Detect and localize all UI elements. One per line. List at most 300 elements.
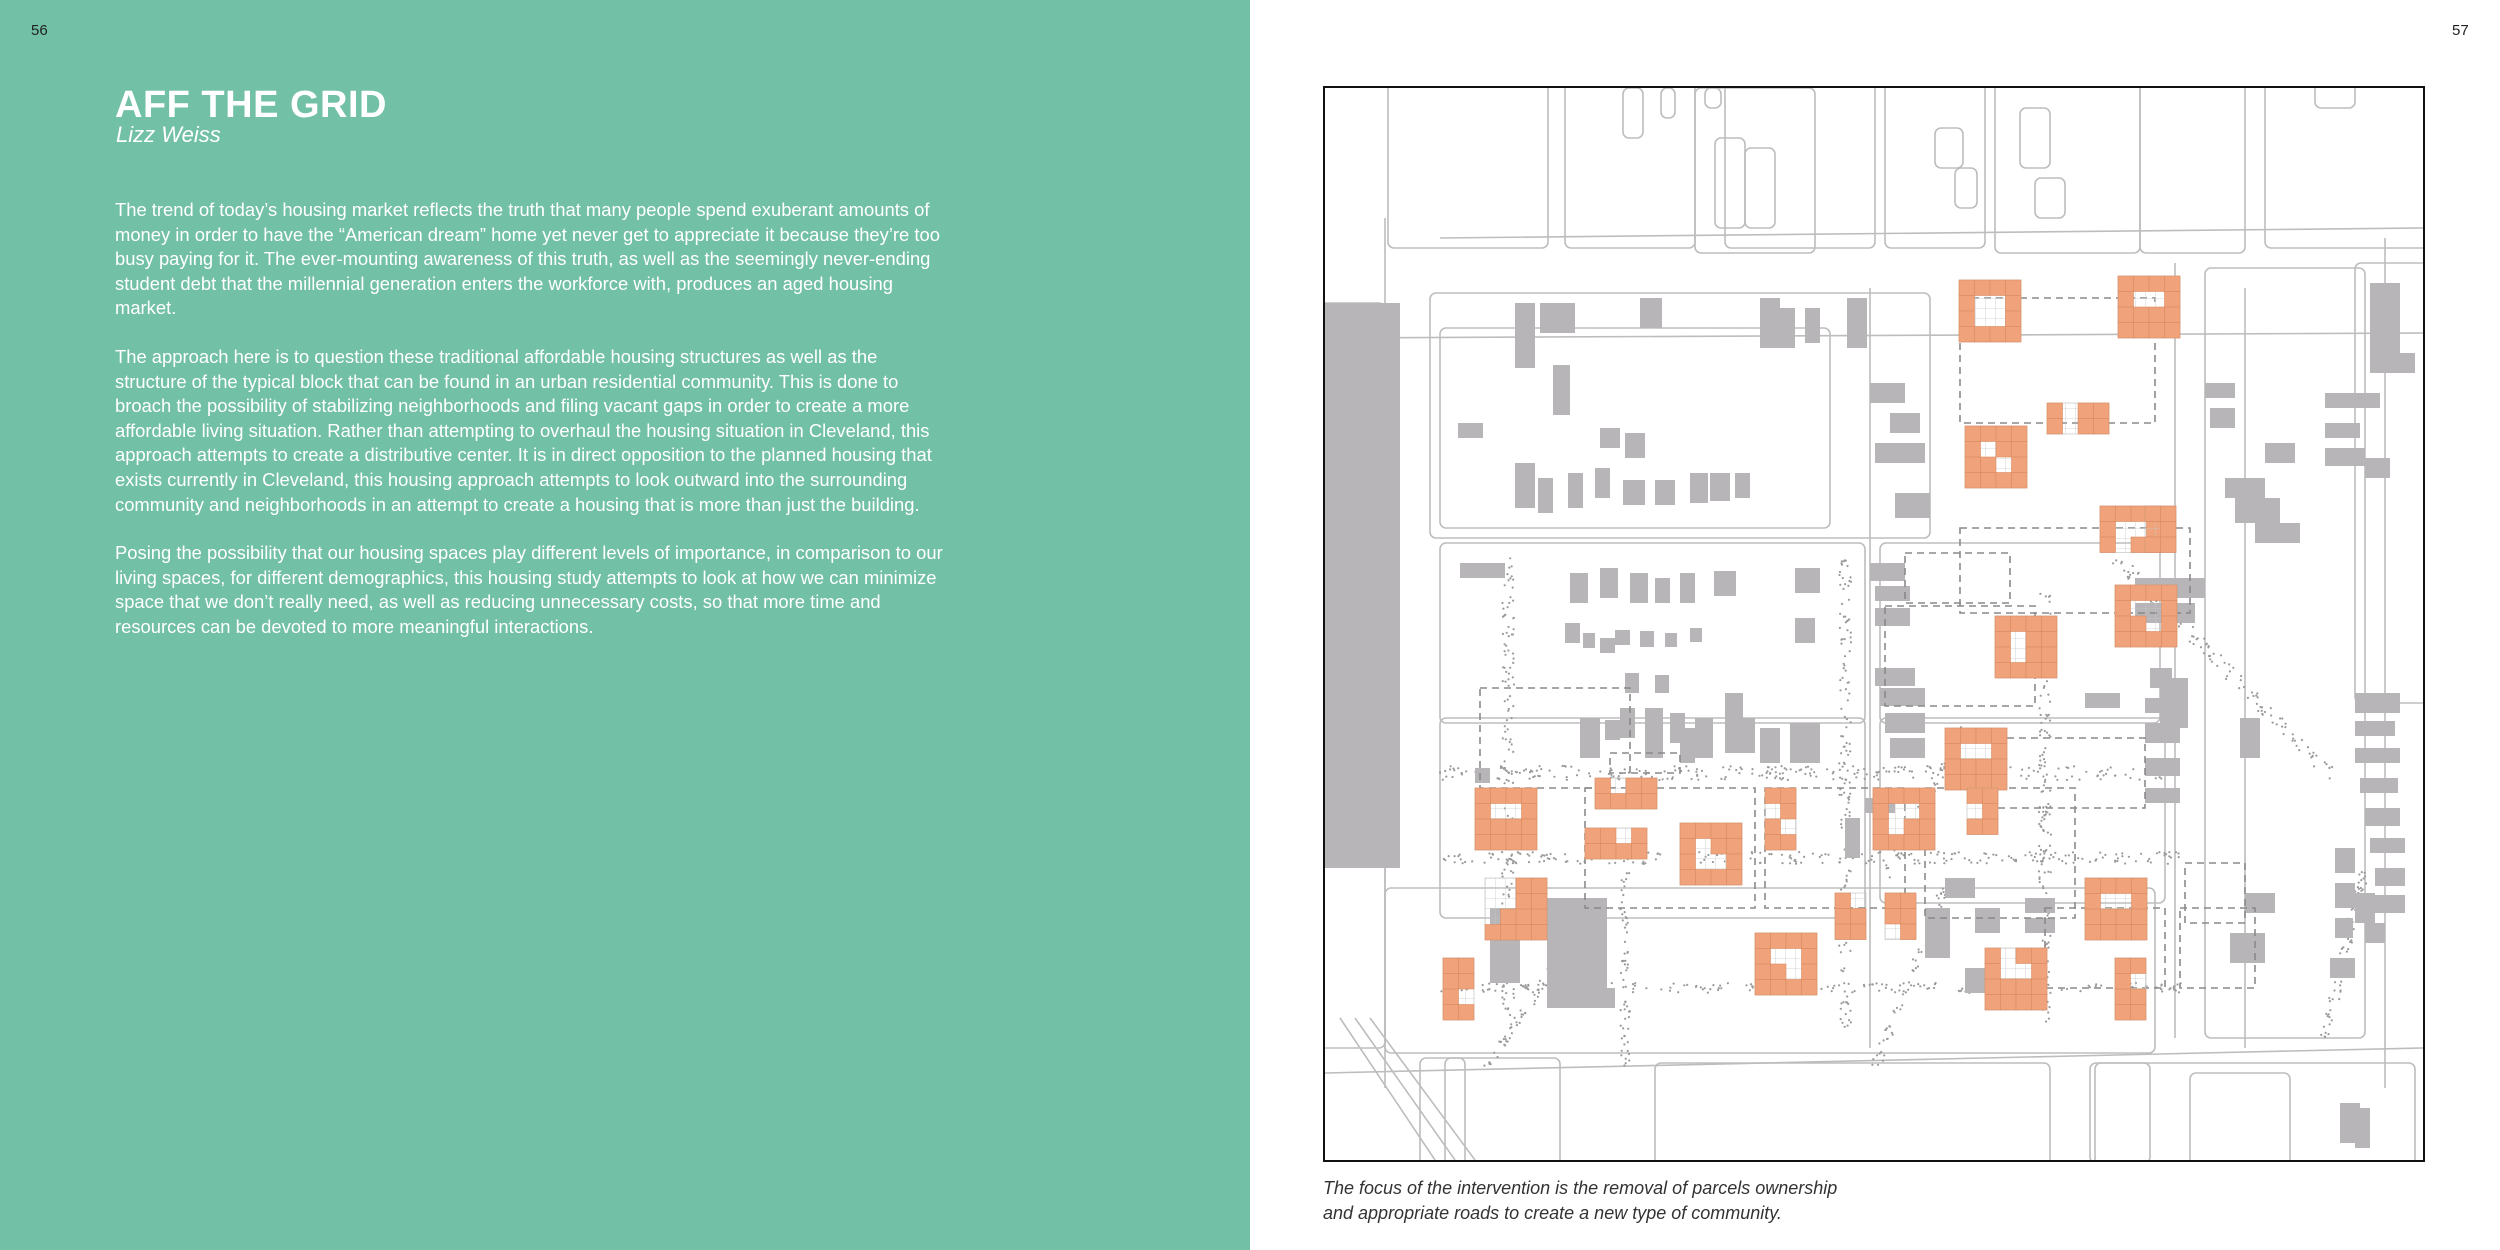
path-speckle — [2257, 710, 2259, 712]
path-speckle — [1976, 862, 1978, 864]
housing-unit — [2118, 292, 2134, 308]
path-speckle — [2099, 852, 2101, 854]
path-speckle — [1849, 576, 1851, 578]
housing-unit — [2006, 280, 2022, 296]
path-speckle — [1624, 1018, 1626, 1020]
path-speckle — [1507, 699, 1509, 701]
housing-unit — [2149, 276, 2165, 292]
path-speckle — [2071, 775, 2073, 777]
path-speckle — [1838, 574, 1840, 576]
housing-unit — [2042, 663, 2058, 679]
path-speckle — [2041, 754, 2043, 756]
path-speckle — [1844, 638, 1846, 640]
housing-unit — [2012, 442, 2028, 458]
path-speckle — [2046, 914, 2048, 916]
housing-unit — [1983, 788, 1999, 804]
path-speckle — [2193, 643, 2195, 645]
path-speckle — [2177, 852, 2179, 854]
housing-unit — [1959, 311, 1975, 327]
dashed-parcel-boundary — [1905, 553, 2010, 603]
path-speckle — [1942, 888, 1944, 890]
path-speckle — [1525, 984, 1527, 986]
path-speckle — [1953, 852, 1955, 854]
parcel-outline — [2035, 178, 2065, 218]
path-speckle — [1840, 708, 1842, 710]
path-speckle — [1843, 944, 1845, 946]
path-speckle — [1883, 859, 1885, 861]
housing-unit — [1443, 974, 1459, 990]
path-speckle — [1471, 860, 1473, 862]
path-speckle — [2028, 767, 2030, 769]
path-speckle — [1845, 879, 1847, 881]
path-speckle — [1868, 860, 1870, 862]
path-speckle — [2079, 990, 2081, 992]
path-speckle — [1850, 636, 1852, 638]
page-number-left: 56 — [31, 22, 48, 39]
path-speckle — [1488, 983, 1490, 985]
path-speckle — [1845, 688, 1847, 690]
path-speckle — [2257, 696, 2259, 698]
path-speckle — [1878, 852, 1880, 854]
path-speckle — [1543, 860, 1545, 862]
path-speckle — [1846, 808, 1848, 810]
path-speckle — [2170, 856, 2172, 858]
existing-building — [2150, 668, 2172, 688]
existing-building — [1695, 718, 1713, 758]
path-speckle — [1821, 862, 1823, 864]
path-speckle — [2115, 559, 2117, 561]
path-speckle — [1845, 621, 1847, 623]
path-speckle — [1908, 981, 1910, 983]
path-speckle — [2121, 852, 2123, 854]
proposed-housing-cluster — [1680, 823, 1742, 885]
path-speckle — [1512, 872, 1514, 874]
path-speckle — [1701, 770, 1703, 772]
path-speckle — [2104, 854, 2106, 856]
path-speckle — [1504, 584, 1506, 586]
path-speckle — [1901, 1004, 1903, 1006]
path-speckle — [2340, 981, 2342, 983]
path-speckle — [1919, 985, 1921, 987]
path-speckle — [2259, 706, 2261, 708]
path-speckle — [1841, 778, 1843, 780]
path-speckle — [1847, 797, 1849, 799]
housing-unit — [2162, 601, 2178, 617]
path-speckle — [1564, 853, 1566, 855]
housing-unit — [2016, 948, 2032, 964]
path-speckle — [1503, 869, 1505, 871]
housing-unit — [1835, 924, 1851, 940]
housing-unit — [1595, 778, 1611, 794]
path-speckle — [1804, 773, 1806, 775]
path-speckle — [1912, 777, 1914, 779]
path-speckle — [2224, 662, 2226, 664]
path-speckle — [2045, 811, 2047, 813]
path-speckle — [1897, 852, 1899, 854]
housing-unit — [1501, 909, 1517, 925]
path-speckle — [1790, 857, 1792, 859]
path-speckle — [1751, 768, 1753, 770]
proposed-housing-cluster — [1485, 878, 1547, 940]
path-speckle — [1799, 769, 1801, 771]
path-speckle — [1850, 1021, 1852, 1023]
path-speckle — [1502, 1003, 1504, 1005]
path-speckle — [1504, 725, 1506, 727]
proposed-housing-cluster — [2047, 403, 2109, 434]
path-speckle — [1781, 854, 1783, 856]
site-plan-drawing — [1325, 88, 2423, 1160]
housing-unit — [2011, 616, 2027, 632]
path-speckle — [1869, 984, 1871, 986]
path-speckle — [1512, 993, 1514, 995]
path-speckle — [1628, 872, 1630, 874]
path-speckle — [1512, 587, 1514, 589]
path-speckle — [1853, 773, 1855, 775]
path-speckle — [1493, 1052, 1495, 1054]
existing-building — [1690, 628, 1702, 642]
path-speckle — [1501, 996, 1503, 998]
path-speckle — [1484, 862, 1486, 864]
path-speckle — [2039, 734, 2041, 736]
housing-unit — [1901, 924, 1917, 940]
housing-unit — [1532, 909, 1548, 925]
path-speckle — [2010, 857, 2012, 859]
path-speckle — [2211, 661, 2213, 663]
path-speckle — [1508, 780, 1510, 782]
path-speckle — [1805, 766, 1807, 768]
path-speckle — [1800, 862, 1802, 864]
housing-unit — [1459, 1005, 1475, 1021]
path-speckle — [1844, 782, 1846, 784]
path-speckle — [2313, 765, 2315, 767]
path-speckle — [1876, 774, 1878, 776]
path-speckle — [1532, 991, 1534, 993]
path-speckle — [1671, 778, 1673, 780]
existing-building — [1645, 708, 1663, 758]
path-speckle — [1506, 779, 1508, 781]
path-speckle — [1449, 768, 1451, 770]
path-speckle — [1876, 1054, 1878, 1056]
existing-building — [1553, 365, 1570, 415]
path-speckle — [1674, 765, 1676, 767]
path-speckle — [2114, 861, 2116, 863]
path-speckle — [2360, 879, 2362, 881]
path-speckle — [1838, 861, 1840, 863]
path-speckle — [2358, 882, 2360, 884]
path-speckle — [1751, 851, 1753, 853]
path-speckle — [2281, 726, 2283, 728]
proposed-housing-cluster — [1835, 893, 1866, 940]
path-speckle — [1887, 1038, 1889, 1040]
path-speckle — [1519, 1022, 1521, 1024]
housing-unit — [1680, 870, 1696, 886]
path-speckle — [1512, 676, 1514, 678]
path-speckle — [2040, 695, 2042, 697]
path-speckle — [2203, 638, 2205, 640]
path-speckle — [2046, 732, 2048, 734]
path-speckle — [1845, 942, 1847, 944]
path-speckle — [1622, 1027, 1624, 1029]
path-speckle — [1509, 1027, 1511, 1029]
path-speckle — [1979, 859, 1981, 861]
dashed-parcel-boundary — [1995, 738, 2145, 808]
path-speckle — [2329, 777, 2331, 779]
path-speckle — [1961, 988, 1963, 990]
path-speckle — [1840, 823, 1842, 825]
path-speckle — [1941, 769, 1943, 771]
path-speckle — [2039, 731, 2041, 733]
housing-unit — [1522, 819, 1538, 835]
path-speckle — [1846, 995, 1848, 997]
path-speckle — [1843, 664, 1845, 666]
path-speckle — [1896, 1007, 1898, 1009]
housing-unit — [1781, 804, 1797, 820]
path-speckle — [1659, 853, 1661, 855]
path-speckle — [2272, 722, 2274, 724]
path-speckle — [1669, 987, 1671, 989]
housing-unit — [2115, 632, 2131, 648]
path-speckle — [1509, 577, 1511, 579]
path-speckle — [1738, 772, 1740, 774]
path-speckle — [1608, 862, 1610, 864]
housing-unit — [2012, 457, 2028, 473]
path-speckle — [1848, 599, 1850, 601]
path-speckle — [1872, 1058, 1874, 1060]
path-speckle — [1510, 738, 1512, 740]
path-speckle — [1850, 632, 1852, 634]
housing-unit — [1996, 473, 2012, 489]
existing-building — [2375, 868, 2405, 886]
path-speckle — [1627, 1050, 1629, 1052]
path-speckle — [1813, 771, 1815, 773]
path-speckle — [1885, 987, 1887, 989]
housing-unit — [1992, 759, 2008, 775]
path-speckle — [1563, 765, 1565, 767]
path-speckle — [1712, 984, 1714, 986]
path-speckle — [1530, 770, 1532, 772]
path-speckle — [2121, 855, 2123, 857]
path-speckle — [1847, 754, 1849, 756]
path-speckle — [1566, 776, 1568, 778]
proposed-housing-cluster — [2145, 506, 2176, 553]
housing-unit — [2132, 925, 2148, 941]
path-speckle — [2225, 678, 2227, 680]
path-speckle — [1735, 769, 1737, 771]
housing-unit — [2134, 307, 2150, 323]
existing-building — [1875, 443, 1925, 463]
path-speckle — [1781, 862, 1783, 864]
proposed-housing-cluster — [2085, 878, 2147, 940]
path-speckle — [2339, 991, 2341, 993]
path-speckle — [1504, 731, 1506, 733]
path-speckle — [1918, 862, 1920, 864]
path-speckle — [1842, 577, 1844, 579]
path-speckle — [2040, 714, 2042, 716]
path-speckle — [2077, 857, 2079, 859]
path-speckle — [2294, 740, 2296, 742]
path-speckle — [2038, 811, 2040, 813]
path-speckle — [2200, 646, 2202, 648]
path-speckle — [1454, 861, 1456, 863]
path-speckle — [2100, 778, 2102, 780]
path-speckle — [1621, 889, 1623, 891]
existing-building — [2365, 923, 2385, 943]
housing-unit — [2101, 925, 2117, 941]
path-speckle — [1626, 967, 1628, 969]
existing-building — [1640, 298, 1662, 328]
path-speckle — [1882, 1060, 1884, 1062]
path-speckle — [1856, 772, 1858, 774]
path-speckle — [2307, 746, 2309, 748]
path-speckle — [2208, 645, 2210, 647]
existing-building — [1623, 480, 1645, 505]
path-speckle — [1660, 988, 1662, 990]
path-speckle — [1885, 864, 1887, 866]
path-speckle — [1504, 1036, 1506, 1038]
path-speckle — [1798, 851, 1800, 853]
housing-unit — [1491, 819, 1507, 835]
path-speckle — [1941, 763, 1943, 765]
path-speckle — [1540, 856, 1542, 858]
existing-building — [1925, 908, 1950, 958]
path-speckle — [1505, 671, 1507, 673]
housing-unit — [2101, 909, 2117, 925]
path-speckle — [1878, 1042, 1880, 1044]
path-speckle — [1504, 1044, 1506, 1046]
path-speckle — [1542, 982, 1544, 984]
existing-building — [1885, 713, 1925, 733]
path-speckle — [2045, 1020, 2047, 1022]
street-line — [1440, 228, 2423, 238]
path-speckle — [1669, 990, 1671, 992]
path-speckle — [2048, 734, 2050, 736]
path-speckle — [2043, 857, 2045, 859]
path-speckle — [1925, 770, 1927, 772]
path-speckle — [1841, 827, 1843, 829]
path-speckle — [1465, 770, 1467, 772]
housing-unit — [1992, 744, 2008, 760]
path-speckle — [2284, 726, 2286, 728]
path-speckle — [2044, 761, 2046, 763]
housing-unit — [1516, 925, 1532, 941]
path-speckle — [1873, 861, 1875, 863]
path-speckle — [1884, 1029, 1886, 1031]
path-speckle — [1496, 983, 1498, 985]
existing-building — [1595, 468, 1610, 498]
path-speckle — [1917, 965, 1919, 967]
housing-unit — [2131, 958, 2147, 974]
path-speckle — [2213, 653, 2215, 655]
path-speckle — [1879, 1053, 1881, 1055]
housing-unit — [2162, 632, 2178, 648]
path-speckle — [1695, 986, 1697, 988]
path-speckle — [1932, 772, 1934, 774]
path-speckle — [1525, 768, 1527, 770]
path-speckle — [2042, 885, 2044, 887]
path-speckle — [1812, 853, 1814, 855]
path-speckle — [2329, 1009, 2331, 1011]
path-speckle — [2178, 991, 2180, 993]
existing-building — [2355, 693, 2400, 713]
existing-building — [2380, 353, 2415, 373]
path-speckle — [2252, 695, 2254, 697]
existing-building — [1845, 818, 1860, 858]
existing-building — [2085, 693, 2120, 708]
path-speckle — [1519, 772, 1521, 774]
path-speckle — [1482, 984, 1484, 986]
path-speckle — [2203, 652, 2205, 654]
path-speckle — [1442, 779, 1444, 781]
housing-unit — [1995, 647, 2011, 663]
path-speckle — [1509, 596, 1511, 598]
path-speckle — [1501, 872, 1503, 874]
path-speckle — [1846, 742, 1848, 744]
path-speckle — [1789, 862, 1791, 864]
housing-unit — [1771, 933, 1787, 949]
path-speckle — [2156, 852, 2158, 854]
housing-unit — [1985, 948, 2001, 964]
path-speckle — [1870, 859, 1872, 861]
path-speckle — [2041, 791, 2043, 793]
path-speckle — [1846, 629, 1848, 631]
path-speckle — [1519, 853, 1521, 855]
path-speckle — [1877, 778, 1879, 780]
housing-unit — [1532, 925, 1548, 941]
path-speckle — [2038, 845, 2040, 847]
path-speckle — [2228, 663, 2230, 665]
path-speckle — [1832, 987, 1834, 989]
housing-unit — [1475, 804, 1491, 820]
existing-building — [1475, 768, 1490, 783]
housing-unit — [1626, 794, 1642, 810]
path-speckle — [1970, 861, 1972, 863]
path-speckle — [1843, 886, 1845, 888]
path-speckle — [2085, 771, 2087, 773]
path-speckle — [2333, 989, 2335, 991]
path-speckle — [1943, 857, 1945, 859]
housing-unit — [2085, 878, 2101, 894]
path-speckle — [1774, 766, 1776, 768]
path-speckle — [2238, 687, 2240, 689]
path-speckle — [1934, 862, 1936, 864]
path-speckle — [1861, 853, 1863, 855]
path-speckle — [1503, 998, 1505, 1000]
housing-unit — [1920, 804, 1936, 820]
housing-unit — [1995, 632, 2011, 648]
path-speckle — [1897, 856, 1899, 858]
housing-unit — [1781, 835, 1797, 851]
path-speckle — [1848, 580, 1850, 582]
housing-unit — [1595, 794, 1611, 810]
path-speckle — [1545, 984, 1547, 986]
path-speckle — [1623, 885, 1625, 887]
path-speckle — [1782, 772, 1784, 774]
path-speckle — [1843, 746, 1845, 748]
path-speckle — [2120, 562, 2122, 564]
path-speckle — [1490, 857, 1492, 859]
parcel-outline — [2090, 1063, 2150, 1160]
path-speckle — [1527, 853, 1529, 855]
existing-building — [2330, 958, 2355, 978]
path-speckle — [2232, 667, 2234, 669]
path-speckle — [2043, 850, 2045, 852]
path-speckle — [1841, 564, 1843, 566]
path-speckle — [1936, 895, 1938, 897]
housing-unit — [1992, 728, 2008, 744]
path-speckle — [2320, 1034, 2322, 1036]
housing-unit — [1475, 819, 1491, 835]
path-speckle — [2103, 774, 2105, 776]
